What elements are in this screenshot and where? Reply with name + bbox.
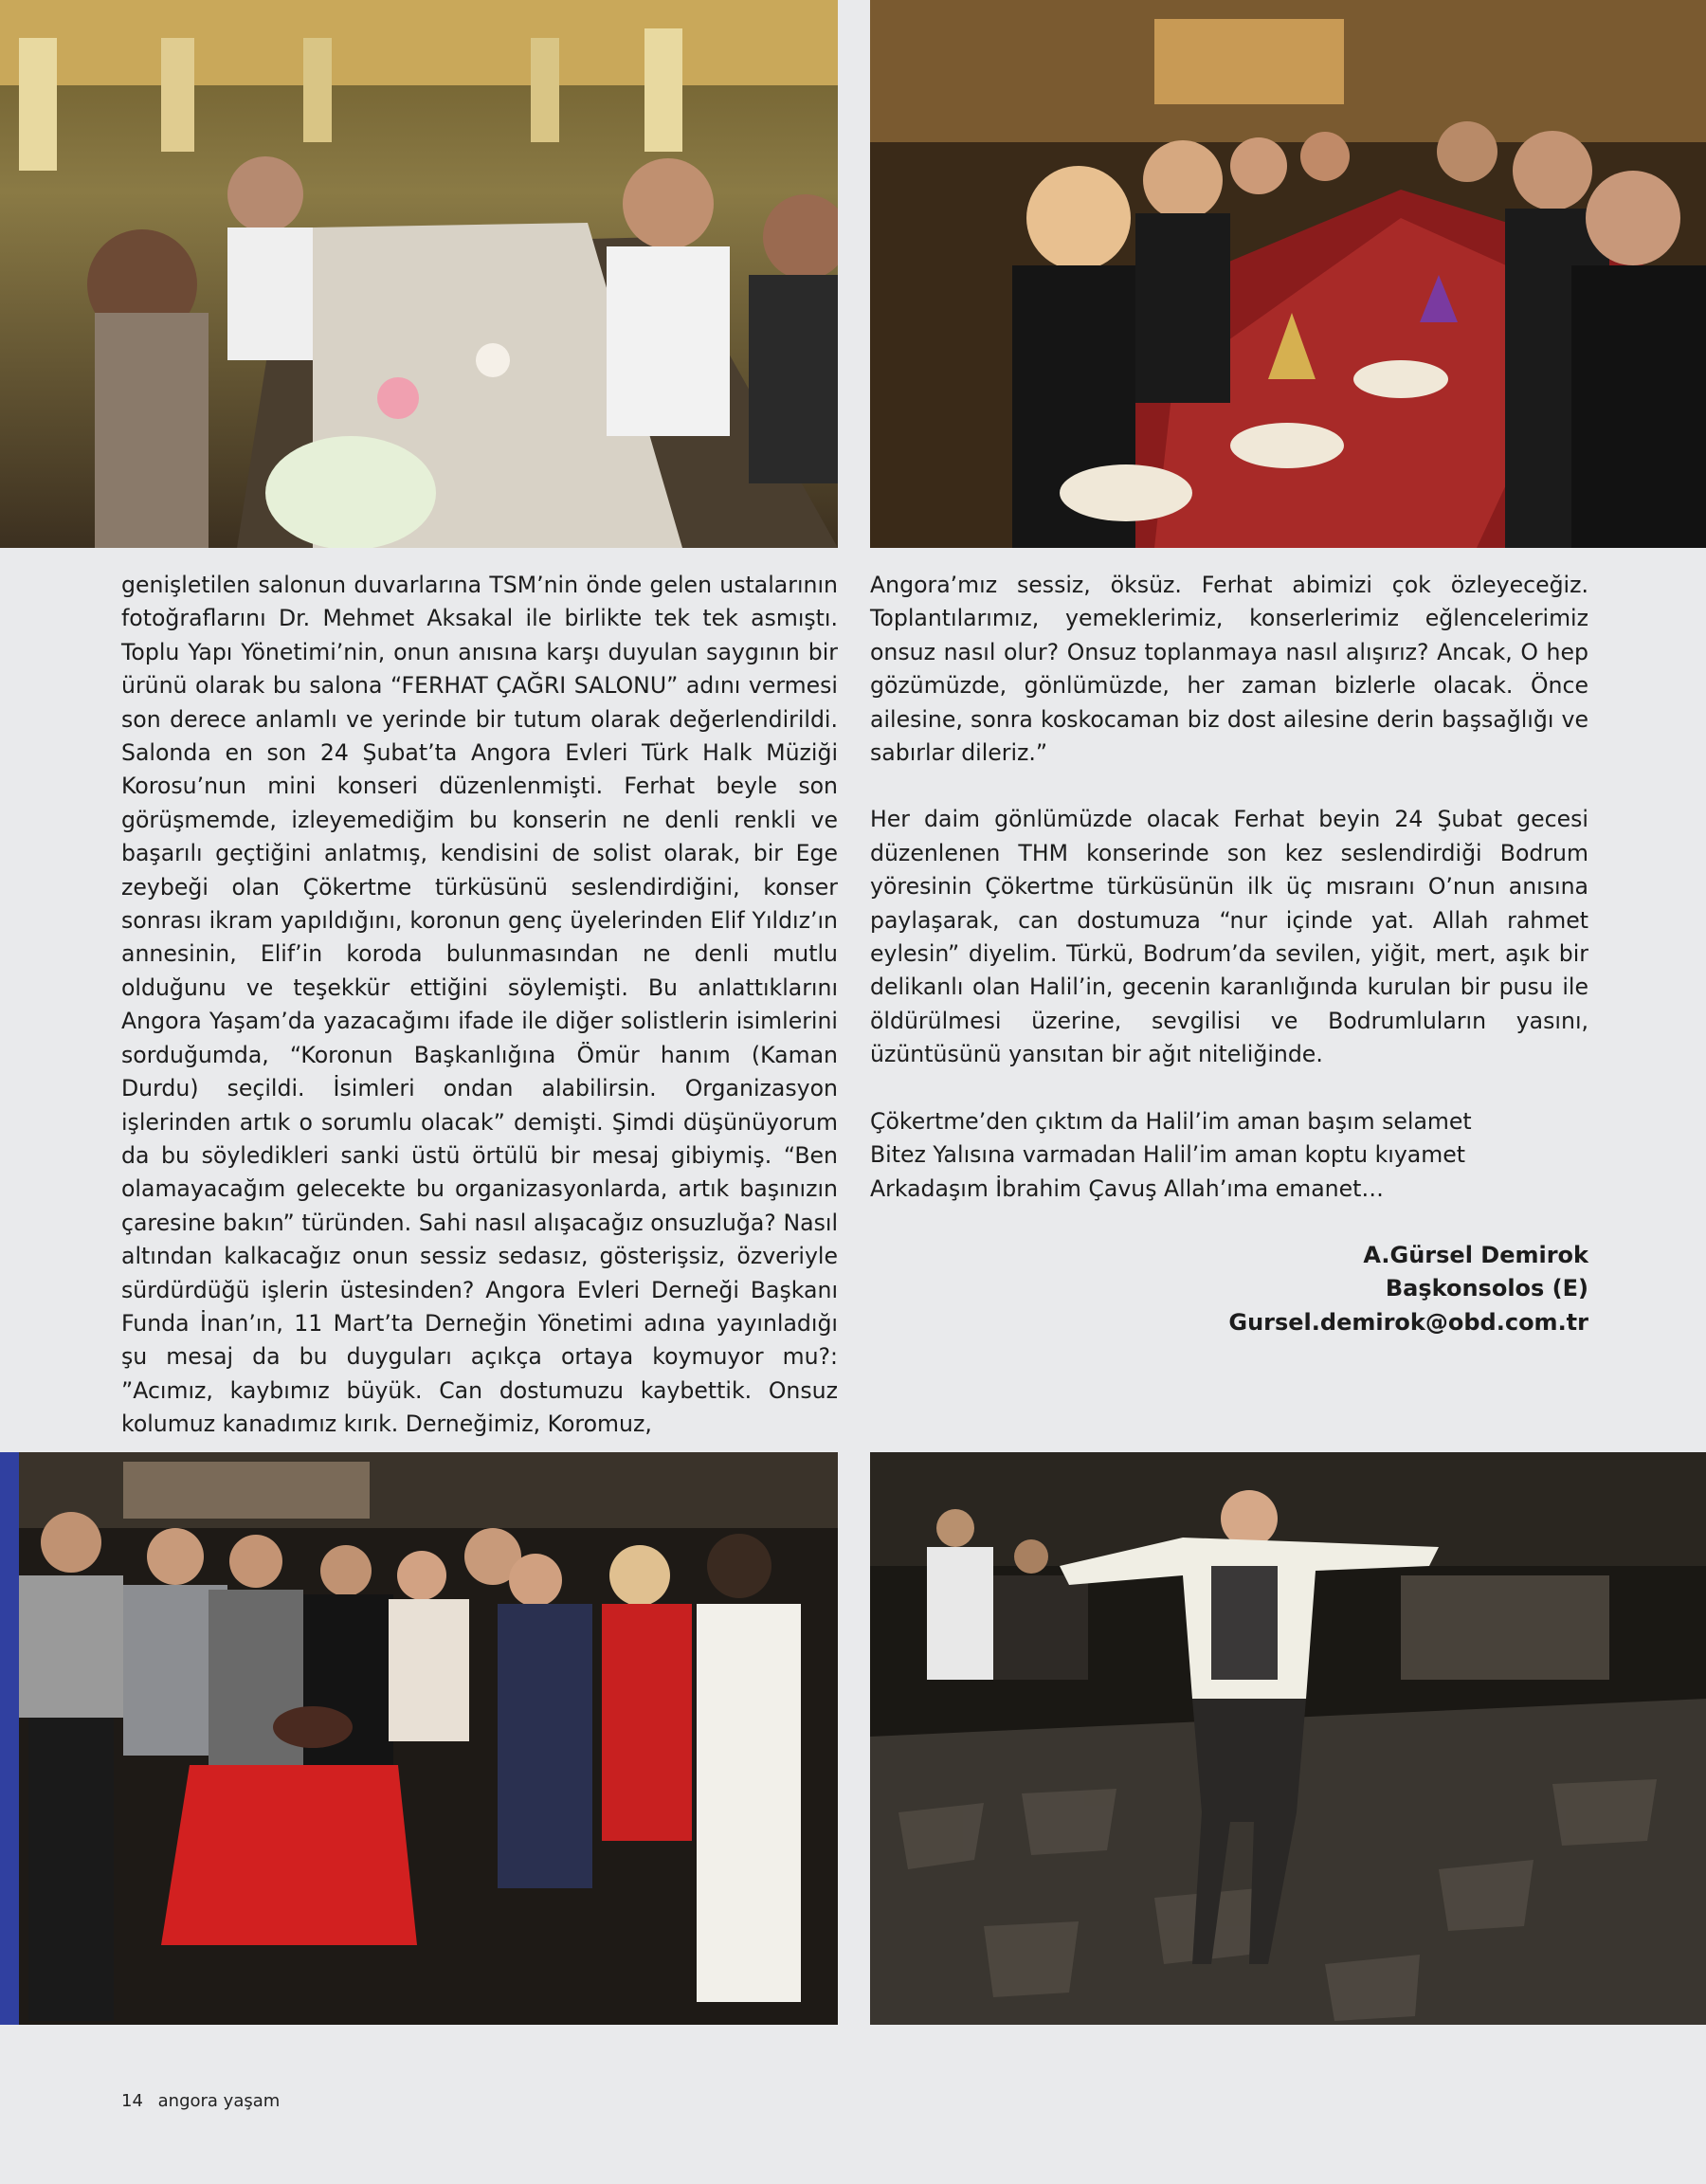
page-number: 14 (121, 2091, 143, 2111)
photo-banquet-hall (0, 0, 838, 548)
author-email: Gursel.demirok@obd.com.tr (1228, 1308, 1588, 1336)
article-paragraph: genişletilen salonun duvarlarına TSM’nin önde gelen ustalarının fotoğraflarını Dr. Mehmet Aksakal ile birlikte tek tek asmıştı. Toplu Yapı Yönetimi’nin, onun anısına karşı duyulan saygının bir ürünü olarak bu salona “FERHAT ÇAĞRI SALONU” adını vermesi son derece anlamlı ve yerinde bir tutum olarak değerlendirildi. Salonda en son 24 Şubat’ta Angora Evleri Türk Halk Müziği Korosu’nun mini konseri düzenlenmişti. Ferhat beyle son görüşmemde, izleyemediğim bu konserin ne denli renkli ve başarılı geçtiğini anlatmış, kendisini de solist olarak, bir Ege zeybeği olan Çökertme türküsünü seslendirdiğini, konser sonrası ikram yapıldığını, koronun genç üyelerinden Elif Yıldız’ın annesinin, Elif’in koroda bulunmasından ne denli mutlu olduğunu ve teşekkür ettiğini söylemişti. Bu anlattıklarını Angora Yaşam’da yazacağımı ifade ile diğer solistlerin isimlerini sorduğumda, “Koronun Başkanlığına Ömür hanım (Kaman Durdu) seçildi. İsimleri ondan alabilirsin. Organizasyon işlerinden artık o sorumlu olacak” demişti. Şimdi düşünüyorum da bu söyledikleri sanki üstü örtülü bir mesaj gibiymiş. “Ben olamayacağım gelecekte bu organizasyonlarda, artık başınızın çaresine bakın” türünden. Sahi nasıl alışacağız onsuzluğa? Nasıl altından kalkacağız onun sessiz sedasız, gösterişsiz, özveriyle sürdürdüğü işlerin üstesinden? Angora Evleri Derneği Başkanı Funda İnan’ın, 11 Mart’ta Derneğin Yönetimi adına yayınladığı şu mesaj da bu duyguları açıkça ortaya koymuyor mu?: ”Acımız, kaybımız büyük. Can dostumuzu kaybettik. Onsuz kolumuz kanadımız kırık. Derneğimiz, Koromuz, (121, 572, 838, 1438)
article-column-left (121, 569, 838, 1442)
poem-line: Arkadaşım İbrahim Çavuş Allah’ıma emanet… (870, 1174, 1384, 1202)
poem-verse (870, 1105, 1588, 1206)
page-footer (121, 2091, 280, 2111)
author-signature (870, 1239, 1588, 1339)
magazine-name: angora yaşam (157, 2091, 281, 2111)
author-name: A.Gürsel Demirok (1363, 1241, 1588, 1268)
article-column-right (870, 569, 1588, 1339)
author-title: Başkonsolos (E) (1385, 1275, 1588, 1302)
poem-line: Bitez Yalısına varmadan Halil’im aman koptu kıyamet (870, 1141, 1465, 1169)
photo-banquet-table (870, 0, 1706, 548)
photo-dancer (870, 1452, 1706, 2025)
article-paragraph: Angora’mız sessiz, öksüz. Ferhat abimizi çok özleyeceğiz. Toplantılarımız, yemeklerimiz, konserlerimiz eğlencelerimiz onsuz nasıl olur? Onsuz toplanmaya nasıl alışırız? Ancak, O hep gözümüzde, gönlümüzde, her zaman bizlerle olacak. Önce ailesine, sonra koskocaman biz dost ailesine derin başsağlığı ve sabırlar dileriz.” (870, 572, 1588, 767)
poem-line: Çökertme’den çıktım da Halil’im aman başım selamet (870, 1107, 1472, 1135)
article-paragraph: Her daim gönlümüzde olacak Ferhat beyin 24 Şubat gecesi düzenlenen THM konserinde son kez seslendirdiği Bodrum yöresinin Çökertme türküsünün ilk üç mısraını O’nun anısına paylaşarak, can dostumuza “nur içinde yat. Allah rahmet eylesin” diyelim. Türkü, Bodrum’da sevilen, yiğit, mert, aşık bir delikanlı olan Halil’in, gecenin karanlığında kurulan bir pusu ile öldürülmesi üzerine, sevgilisi ve Bodrumluların yasını, üzüntüsünü yansıtan bir ağıt niteliğinde. (870, 806, 1588, 1068)
photo-group-portrait (0, 1452, 838, 2025)
